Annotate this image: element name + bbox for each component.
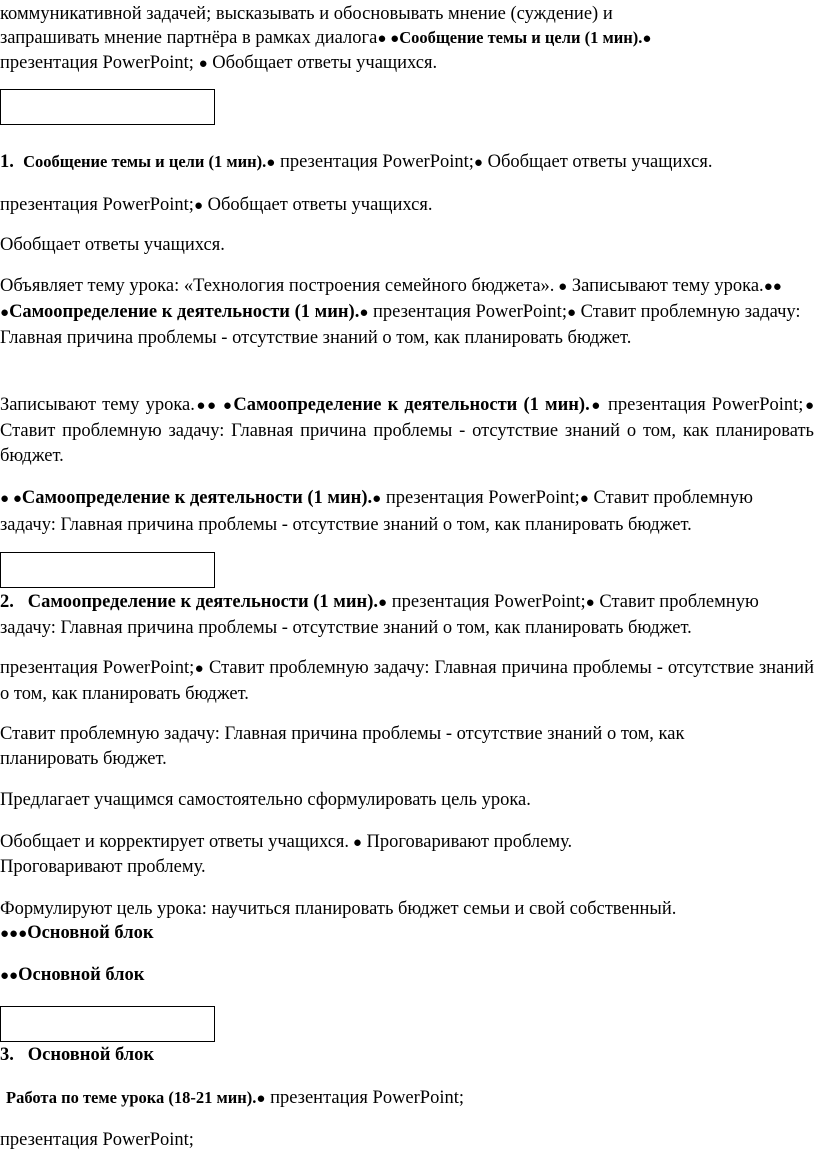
text: презентация PowerPoint;: [0, 195, 194, 215]
section-heading: Самоопределение к деятельности (1 мин).: [9, 302, 360, 322]
paragraph-3: [0, 193, 810, 218]
section-heading: Основной блок: [18, 965, 145, 985]
text: презентация PowerPoint;: [381, 488, 580, 508]
bullet: ●: [585, 595, 595, 611]
bullet: ●: [349, 835, 362, 851]
text: презентация PowerPoint;: [368, 302, 567, 322]
bullet: ●: [0, 305, 10, 321]
paragraph-1: [0, 2, 660, 76]
section-heading: Самоопределение к деятельности (1 мин).: [21, 488, 373, 508]
paragraph-17: [0, 1128, 810, 1152]
empty-table-cell: [0, 1006, 215, 1042]
text: презентация PowerPoint;: [0, 53, 194, 73]
text: Обобщает ответы учащихся.: [482, 152, 713, 172]
bullet: ●: [554, 279, 568, 295]
section-heading: Работа по теме урока (18-21 мин).: [6, 1088, 257, 1107]
bullet: ●: [198, 56, 208, 72]
bullet: ●: [378, 595, 388, 611]
text: презентация PowerPoint;: [0, 1130, 194, 1150]
text: Объявляет тему урока: «Технология построения семейного бюджета».: [0, 276, 555, 296]
bullet: ●●●: [0, 926, 28, 942]
paragraph-12: [0, 830, 810, 879]
text: Ставит проблемную задачу: Главная причина проблемы - отсутствие знаний о том, как планировать бюджет.: [0, 302, 801, 348]
text: Обобщает ответы учащихся.: [203, 195, 433, 215]
text: Записывают тему урока.: [0, 395, 195, 415]
bullet: ●: [473, 155, 483, 171]
bullet: ●: [0, 491, 10, 507]
text: презентация PowerPoint;: [387, 592, 586, 612]
paragraph-7: [0, 485, 810, 538]
text: Ставит проблемную задачу: Главная причина проблемы - отсутствие знаний о том, как планировать бюджет.: [0, 421, 814, 466]
text: Формулируют цель урока: научиться планировать бюджет семьи и свой собственный.: [0, 899, 677, 919]
bullet: ●: [9, 491, 22, 507]
section-heading: Основной блок: [27, 1045, 155, 1065]
bullet: ●: [642, 31, 652, 47]
text: Ставит проблемную задачу: Главная причина проблемы - отсутствие знаний о том, как планировать бюджет.: [0, 592, 759, 638]
bullet: ●●: [0, 968, 19, 984]
empty-table-cell: [0, 89, 215, 125]
text: презентация PowerPoint;: [0, 658, 195, 678]
text: Проговаривают проблему.: [0, 857, 206, 877]
text: презентация PowerPoint;: [275, 152, 474, 172]
section-heading: Сообщение темы и цели (1 мин).: [23, 152, 267, 171]
bullet: ●: [386, 31, 400, 47]
paragraph-9: [0, 656, 814, 707]
text: Ставит проблемную задачу: Главная причина проблемы - отсутствие знаний о том, как планировать бюджет.: [0, 724, 685, 769]
text: Ставит проблемную задачу: Главная причина проблемы - отсутствие знаний о том, как планировать бюджет.: [0, 658, 814, 704]
paragraph-6: [0, 393, 814, 469]
paragraph-11: [0, 788, 810, 812]
bullet: ●: [193, 198, 204, 214]
paragraph-16: [6, 1086, 816, 1111]
bullet: ●: [256, 1091, 266, 1107]
bullet: ●: [566, 305, 577, 321]
paragraph-8: [0, 590, 810, 641]
bullet: ●: [579, 491, 589, 507]
list-number: 2.: [0, 592, 14, 612]
paragraph-2: [0, 150, 810, 175]
text: Предлагает учащимся самостоятельно сформулировать цель урока.: [0, 790, 531, 810]
section-heading: Основной блок: [27, 923, 154, 943]
text: Записывают тему урока.: [567, 276, 764, 296]
bullet: ●: [266, 155, 276, 171]
bullet: ●●: [194, 398, 218, 414]
bullet: ●●: [763, 279, 782, 295]
paragraph-14: [0, 963, 810, 988]
text: Обобщает ответы учащихся.: [207, 53, 438, 73]
paragraph-5: [0, 274, 810, 351]
text: презентация PowerPoint;: [601, 395, 804, 415]
bullet: ●: [359, 305, 369, 321]
empty-table-cell: [0, 552, 215, 588]
bullet: ●: [217, 398, 234, 414]
section-heading: Сообщение темы и цели (1 мин).: [399, 28, 643, 47]
text: Проговаривают проблему.: [361, 832, 573, 852]
list-number: 3.: [0, 1045, 14, 1065]
text: презентация PowerPoint;: [265, 1088, 465, 1108]
text: Ставит проблемную задачу: Главная причина проблемы - отсутствие знаний о том, как планировать бюджет.: [0, 488, 753, 535]
text: коммуникативной задачей; высказывать и обосновывать мнение (суждение) и запрашивать мнение партнёра в рамках диалога: [0, 4, 613, 48]
bullet: ●: [372, 491, 382, 507]
section-heading: Самоопределение к деятельности (1 мин).: [27, 592, 379, 612]
text: Обобщает и корректирует ответы учащихся.: [0, 832, 350, 852]
bullet: ●: [194, 661, 205, 677]
bullet: ●: [589, 398, 602, 414]
list-number: 1.: [0, 152, 14, 172]
section-heading: Самоопределение к деятельности (1 мин).: [233, 395, 590, 415]
bullet: ●: [803, 398, 814, 414]
bullet: ●: [377, 31, 387, 47]
paragraph-13: [0, 897, 810, 946]
paragraph-15: [0, 1043, 810, 1067]
text: Обобщает ответы учащихся.: [0, 235, 225, 255]
paragraph-10: [0, 722, 740, 772]
paragraph-4: [0, 233, 810, 257]
